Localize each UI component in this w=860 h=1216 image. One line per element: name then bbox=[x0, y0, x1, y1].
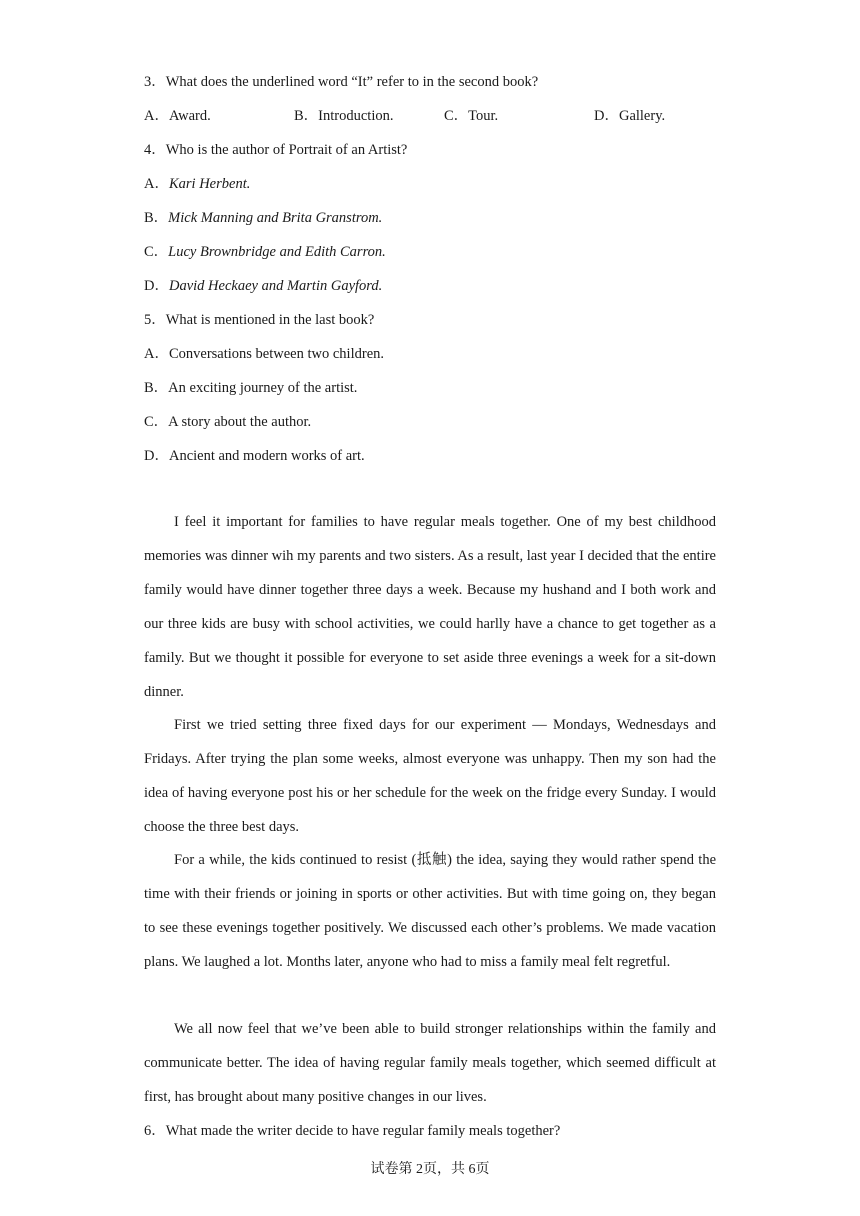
option-letter: A． bbox=[144, 176, 169, 192]
question-5-stem: 5．What is mentioned in the last book? bbox=[144, 312, 375, 328]
question-4-stem: 4．Who is the author of Portrait of an Artist? bbox=[144, 142, 408, 158]
passage-paragraph-3: For a while, the kids continued to resist (抵触) the idea, saying they would rather spend the time with their friends or joining in sports or other activities. But with time going on, they began to see these evenings together positively. We discussed each other’s problems. We made vacation plans. We laughed a lot. Months later, anyone who had to miss a family meal felt regretful. bbox=[144, 852, 716, 970]
option-letter: C． bbox=[144, 244, 169, 260]
passage-paragraph-4: We all now feel that we’ve been able to build stronger relationships within the family and communicate better. The idea of having regular family meals together, which seemed difficult at first, has brought about many positive changes in our lives. bbox=[144, 1021, 716, 1105]
question-3-option-b: B．Introduction. bbox=[294, 108, 394, 124]
question-4-option-c bbox=[144, 242, 386, 262]
page-footer: 试卷第 2页，共 6页 bbox=[370, 1162, 490, 1177]
passage-paragraph-2: First we tried setting three fixed days for our experiment — Mondays, Wednesdays and Fridays. After trying the plan some weeks, almost everyone was unhappy. Then my son had the idea of having everyone post his or her schedule for the week on the fridge every Sunday. I would choose the three best days. bbox=[144, 717, 716, 835]
question-4-option-d bbox=[144, 276, 382, 296]
option-text: David Heckaey and Martin Gayford. bbox=[168, 278, 383, 294]
question-5-option-d: D．Ancient and modern works of art. bbox=[144, 448, 365, 464]
option-text: Kari Herbent. bbox=[168, 176, 251, 192]
question-6-stem: 6．What made the writer decide to have regular family meals together? bbox=[144, 1123, 561, 1139]
question-5-option-c: C．A story about the author. bbox=[144, 414, 312, 430]
question-3-option-d: D．Gallery. bbox=[594, 108, 666, 124]
question-4-option-a bbox=[144, 174, 250, 194]
question-4-option-b bbox=[144, 208, 382, 228]
question-3-option-a: A．Award. bbox=[144, 108, 211, 124]
question-3-option-c: C．Tour. bbox=[444, 108, 499, 124]
question-5-option-b: B．An exciting journey of the artist. bbox=[144, 380, 358, 396]
option-text: Lucy Brownbridge and Edith Carron. bbox=[168, 244, 386, 260]
question-5-option-a: A．Conversations between two children. bbox=[144, 346, 385, 362]
passage-paragraph-1: I feel it important for families to have regular meals together. One of my best childhood memories was dinner wih my parents and two sisters. As a result, last year I decided that the entire family would have dinner together three days a week. Because my hushand and I both work and our three kids are busy with school activities, we could harlly have a chance to get together as a family. But we thought it possible for everyone to set aside three evenings a week for a sit-down dinner. bbox=[144, 514, 716, 700]
option-letter: B． bbox=[144, 210, 169, 226]
option-letter: D． bbox=[144, 278, 169, 294]
option-text: Mick Manning and Brita Granstrom. bbox=[168, 210, 383, 226]
question-3-stem: 3．What does the underlined word “It” refer to in the second book? bbox=[144, 74, 539, 90]
